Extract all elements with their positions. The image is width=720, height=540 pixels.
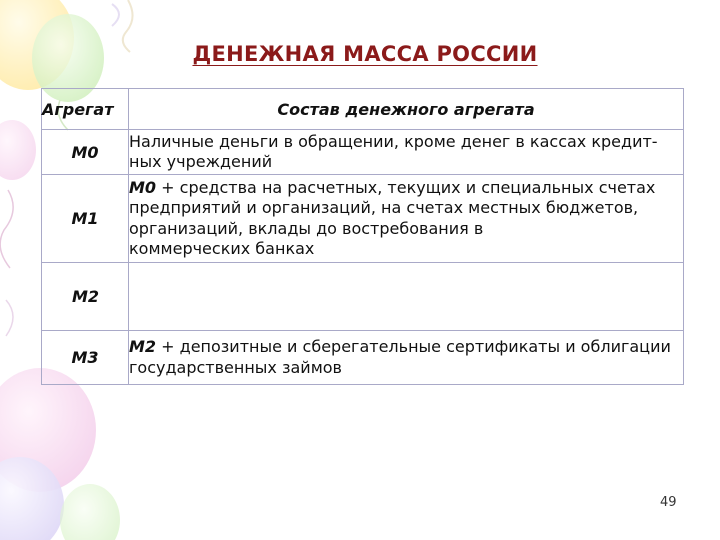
aggregate-description [129, 263, 684, 331]
header-aggregate: Агрегат [42, 89, 129, 130]
description-line: предприятий и организаций, на счетах местных бюджетов, [129, 198, 639, 217]
description-line [129, 178, 683, 199]
table-row [42, 331, 684, 385]
table-row [42, 175, 684, 263]
slide-title: ДЕНЕЖНАЯ МАССА РОССИИ [192, 42, 538, 66]
description-text: + депозитные и сберегательные сертификаты и облигации [156, 337, 671, 356]
description-line: организаций, вклады до востребования в [129, 218, 484, 238]
aggregate-description [129, 331, 684, 385]
table-header-row [42, 89, 684, 130]
aggregate-reference: M2 [129, 337, 157, 356]
header-composition: Состав денежного агрегата [129, 89, 684, 130]
monetary-aggregates-table [41, 88, 684, 385]
aggregate-code: M3 [42, 331, 129, 385]
description-line: государственных займов [129, 357, 342, 377]
description-line: коммерческих банках [129, 239, 315, 258]
page-number: 49 [660, 495, 677, 510]
description-line: ных учреждений [129, 152, 273, 171]
table-row [42, 130, 684, 175]
description-line: Наличные деньги в обращении, кроме денег в кассах кредит- [129, 131, 658, 151]
description-text: + средства на расчетных, текущих и специальных счетах [156, 177, 656, 197]
aggregate-description [129, 130, 684, 175]
aggregate-code: M1 [42, 175, 129, 263]
aggregate-code: M2 [42, 263, 129, 331]
description-line [129, 337, 684, 358]
aggregate-reference: M0 [129, 177, 157, 197]
aggregate-description [129, 175, 684, 263]
aggregate-code: M0 [42, 130, 129, 175]
table-row [42, 263, 684, 331]
